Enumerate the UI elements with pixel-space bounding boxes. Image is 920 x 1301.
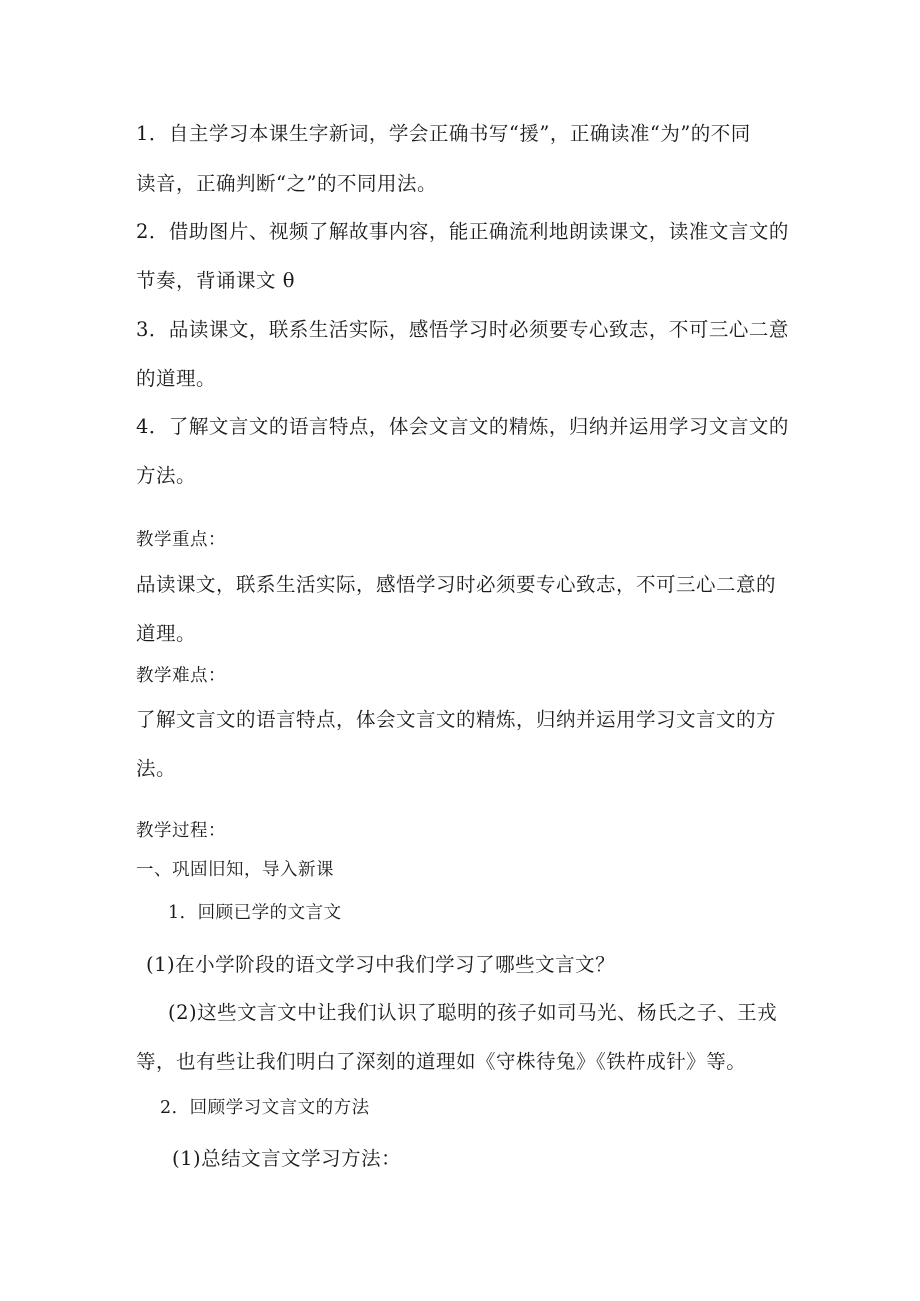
objective-1-line-1: 1．自主学习本课生字新词，学会正确书写“援”，正确读准“为”的不同 bbox=[136, 122, 751, 145]
objective-3-line-1: 3．品读课文，联系生活实际，感悟学习时必须要专心致志，不可三心二意 bbox=[136, 318, 789, 341]
objective-4-line-2: 方法。 bbox=[136, 464, 197, 487]
key-points-line-2: 道理。 bbox=[136, 622, 197, 645]
item-2-heading: 2．回顾学习文言文的方法 bbox=[160, 1098, 370, 1118]
question-2-line-2: 等，也有些让我们明白了深刻的道理如《守株待兔》《铁杵成针》等。 bbox=[136, 1050, 747, 1073]
question-1: (1)在小学阶段的语文学习中我们学习了哪些文言文？ bbox=[146, 953, 616, 976]
objective-1-line-2: 读音，正确判断“之”的不同用法。 bbox=[136, 172, 437, 195]
question-2-line-1: (2)这些文言文中让我们认识了聪明的孩子如司马光、杨氏之子、王戎 bbox=[168, 1001, 778, 1024]
section-1-heading: 一、巩固旧知，导入新课 bbox=[136, 860, 334, 880]
key-points-line-1: 品读课文，联系生活实际，感悟学习时必须要专心致志，不可三心二意的 bbox=[136, 573, 777, 596]
item-1-heading: 1．回顾已学的文言文 bbox=[168, 903, 342, 923]
difficult-points-line-2: 法。 bbox=[136, 757, 177, 780]
difficult-points-line-1: 了解文言文的语言特点，体会文言文的精炼，归纳并运用学习文言文的方 bbox=[136, 708, 777, 731]
objective-2-line-1: 2．借助图片、视频了解故事内容，能正确流利地朗读课文，读准文言文的 bbox=[136, 220, 789, 243]
objective-2-line-2: 节奏，背诵课文 θ bbox=[136, 269, 295, 292]
difficult-points-heading: 教学难点： bbox=[136, 666, 226, 686]
process-heading: 教学过程： bbox=[136, 821, 226, 841]
question-3: (1)总结文言文学习方法： bbox=[172, 1147, 402, 1170]
objective-4-line-1: 4．了解文言文的语言特点，体会文言文的精炼，归纳并运用学习文言文的 bbox=[136, 415, 789, 438]
key-points-heading: 教学重点： bbox=[136, 530, 226, 550]
objective-3-line-2: 的道理。 bbox=[136, 367, 217, 390]
